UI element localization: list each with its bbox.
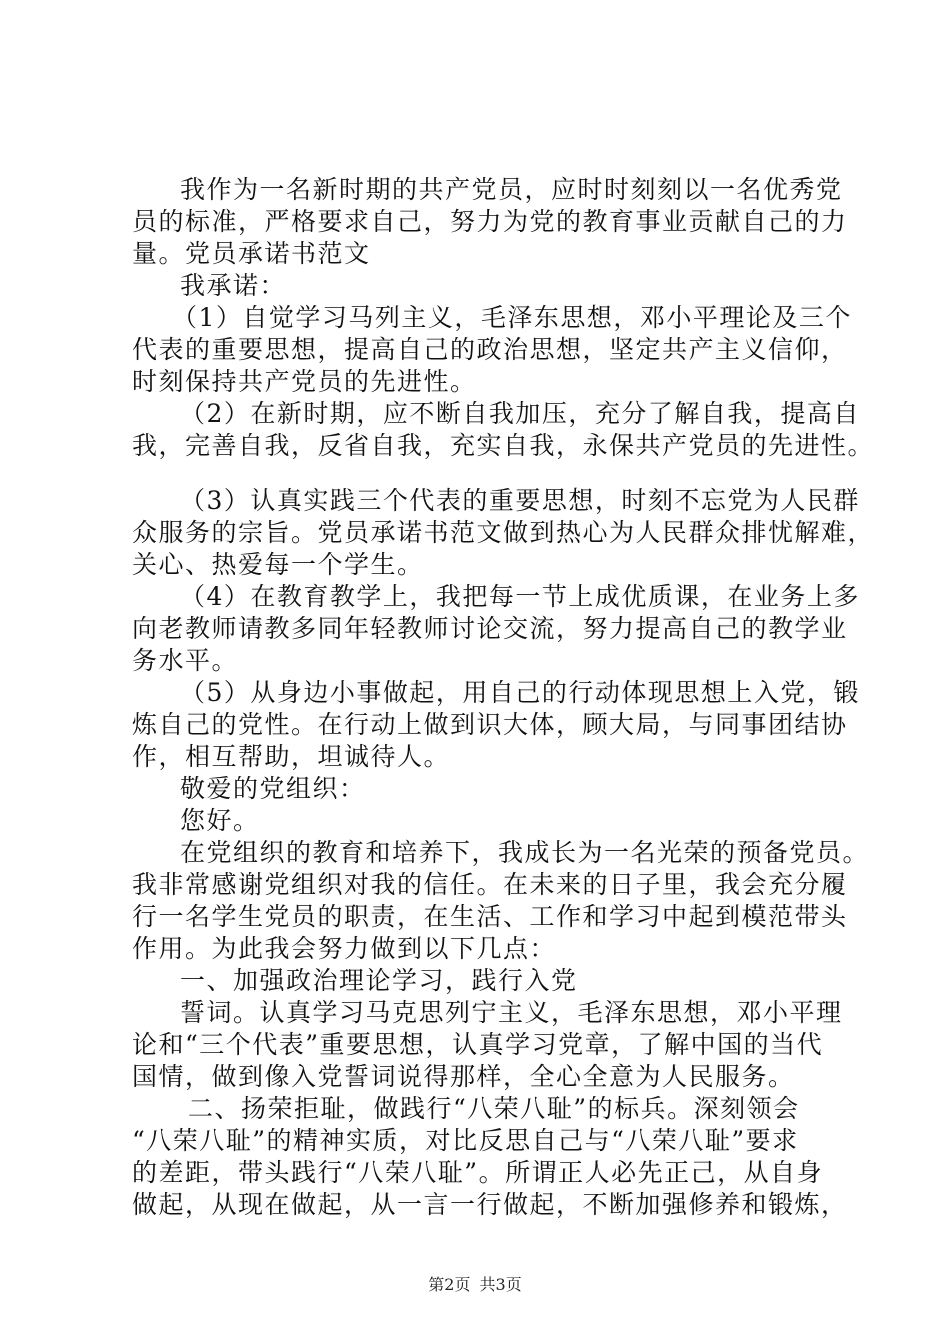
text-line: 做起，从现在做起，从一言一行做起，不断加强修养和锻炼，	[132, 1190, 848, 1219]
page-number: 第2页	[428, 1275, 471, 1294]
text-line: 国情，做到像入党誓词说得那样，全心全意为人民服务。	[132, 1062, 795, 1091]
text-line: 敬爱的党组织：	[180, 774, 366, 803]
text-line: 作，相互帮助，坦诚待人。	[132, 742, 451, 771]
page-footer	[0, 1275, 950, 1295]
text-line: 我作为一名新时期的共产党员，应时时刻刻以一名优秀党	[180, 175, 843, 204]
text-line: 量。党员承诺书范文	[132, 239, 371, 268]
text-line: 作用。为此我会努力做到以下几点：	[132, 934, 557, 963]
text-line: 关心、热爱每一个学生。	[132, 550, 424, 579]
text-line: 向老教师请教多同年轻教师讨论交流，努力提高自己的教学业	[132, 614, 848, 643]
text-line: “八荣八耻”的精神实质，对比反思自己与“八荣八耻”要求	[132, 1126, 799, 1155]
text-line: 论和“三个代表”重要思想，认真学习党章，了解中国的当代	[132, 1030, 824, 1059]
text-line: 员的标准，严格要求自己，努力为党的教育事业贡献自己的力	[132, 207, 848, 236]
text-line: 誓词。认真学习马克思列宁主义，毛泽东思想，邓小平理	[180, 998, 843, 1027]
text-line: （4）在教育教学上，我把每一节上成优质课，在业务上多	[180, 582, 860, 611]
text-line: （1）自觉学习马列主义，毛泽东思想，邓小平理论及三个	[172, 303, 852, 332]
text-line: 时刻保持共产党员的先进性。	[132, 367, 477, 396]
text-line: 代表的重要思想，提高自己的政治思想，坚定共产主义信仰，	[132, 335, 848, 364]
text-line: 的差距，带头践行“八荣八耻”。所谓正人必先正己，从自身	[132, 1158, 824, 1187]
text-line: 众服务的宗旨。党员承诺书范文做到热心为人民群众排忧解难，	[132, 518, 875, 547]
text-line: 炼自己的党性。在行动上做到识大体，顾大局，与同事团结协	[132, 710, 848, 739]
text-line: 我，完善自我，反省自我，充实自我，永保共产党员的先进性。	[132, 431, 875, 460]
text-line: 我非常感谢党组织对我的信任。在未来的日子里，我会充分履	[132, 870, 848, 899]
text-line: 行一名学生党员的职责，在生活、工作和学习中起到模范带头	[132, 902, 848, 931]
text-line: （5）从身边小事做起，用自己的行动体现思想上入党，锻	[180, 678, 860, 707]
text-line: 务水平。	[132, 646, 239, 675]
text-line: （2）在新时期，应不断自我加压，充分了解自我，提高自	[180, 399, 860, 428]
text-line: 在党组织的教育和培养下，我成长为一名光荣的预备党员。	[180, 838, 870, 867]
text-line: 我承诺：	[180, 271, 287, 300]
text-line: 您好。	[180, 806, 260, 835]
text-line: （3）认真实践三个代表的重要思想，时刻不忘党为人民群	[180, 486, 860, 515]
page-total: 共3页	[479, 1275, 522, 1294]
text-line: 二、扬荣拒耻，做践行“八荣八耻”的标兵。深刻领会	[188, 1094, 800, 1123]
text-line: 一、加强政治理论学习，践行入党	[180, 966, 578, 995]
